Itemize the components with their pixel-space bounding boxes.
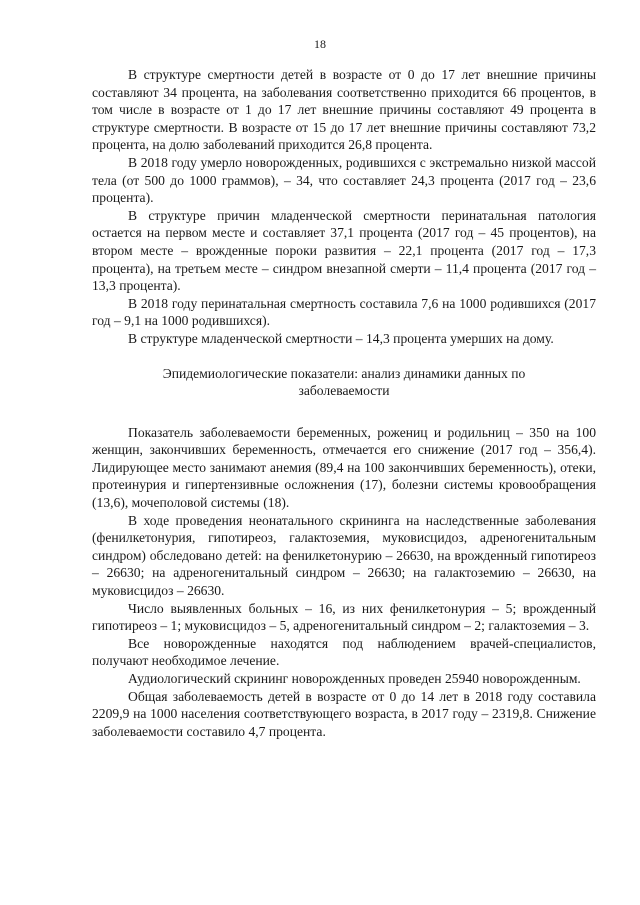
page-number: 18: [314, 37, 326, 51]
document-body: [92, 66, 596, 740]
paragraph-detected-patients: Число выявленных больных – 16, из них фенилкетонурия – 5; врожденный гипотиреоз – 1; муковисцидоз – 5, адреногенитальный синдром – 2; галактоземия – 3.: [92, 600, 596, 634]
section-heading: Эпидемиологические показатели: анализ динамики данных по заболеваемости: [162, 365, 526, 399]
paragraph-infant-mortality-causes: В структуре причин младенческой смертности перинатальная патология остается на первом месте и составляет 37,1 процента (2017 год – 45 процентов), на втором месте – врожденные пороки развития – 22,1 процента (2017 год – 17,3 процента), на третьем месте – синдром внезапной смерти – 11,4 процента (2017 год – 13,3 процента).: [92, 207, 596, 294]
paragraph-perinatal-mortality: В 2018 году перинатальная смертность составила 7,6 на 1000 родившихся (2017 год – 9,1 на 1000 родившихся).: [92, 295, 596, 329]
paragraph-low-birth-weight: В 2018 году умерло новорожденных, родившихся с экстремально низкой массой тела (от 500 до 1000 граммов), – 34, что составляет 24,3 процента (2017 год – 23,6 процента).: [92, 154, 596, 206]
paragraph-audiological-screening: Аудиологический скрининг новорожденных проведен 25940 новорожденным.: [128, 671, 581, 686]
paragraph-home-deaths: В структуре младенческой смертности – 14,3 процента умерших на дому.: [128, 330, 554, 346]
paragraph-specialist-observation: Все новорожденные находятся под наблюдением врачей-специалистов, получают необходимое лечение.: [92, 635, 596, 669]
paragraph-child-morbidity: Общая заболеваемость детей в возрасте от 0 до 14 лет в 2018 году составила 2209,9 на 1000 населения соответствующего возраста, в 2017 году – 2319,8. Снижение заболеваемости составило 4,7 процента.: [92, 688, 596, 739]
paragraph-neonatal-screening: В ходе проведения неонатального скрининга на наследственные заболевания (фенилкетонурия, гипотиреоз, галактоземия, муковисцидоз, адреногенитальным синдром) обследовано детей: на фенилкетонурию – 26630, на врожденный гипотиреоз – 26630; на адреногенитальный синдром – 26630; на галактоземию – 26630, на муковисцидоз – 26630.: [92, 512, 596, 599]
paragraph-pregnancy-morbidity: Показатель заболеваемости беременных, рожениц и родильниц – 350 на 100 женщин, закончивших беременность, отмечается его снижение (2017 год – 356,4). Лидирующее место занимают анемия (89,4 на 100 закончивших беременность), отеки, протеинурия и гипертензивные осложнения (17), болезни системы кровообращения (13,6), мочеполовой системы (18).: [92, 424, 596, 511]
paragraph-mortality-structure: В структуре смертности детей в возрасте от 0 до 17 лет внешние причины составляют 34 процента, на заболевания соответственно приходится 66 процентов, в том числе в возрасте от 1 до 17 лет внешние причины составляют 49 процента в структуре смертности. В возрасте от 15 до 17 лет внешние причины составляют 73,2 процента, на долю заболеваний приходится 26,8 процента.: [92, 67, 596, 153]
